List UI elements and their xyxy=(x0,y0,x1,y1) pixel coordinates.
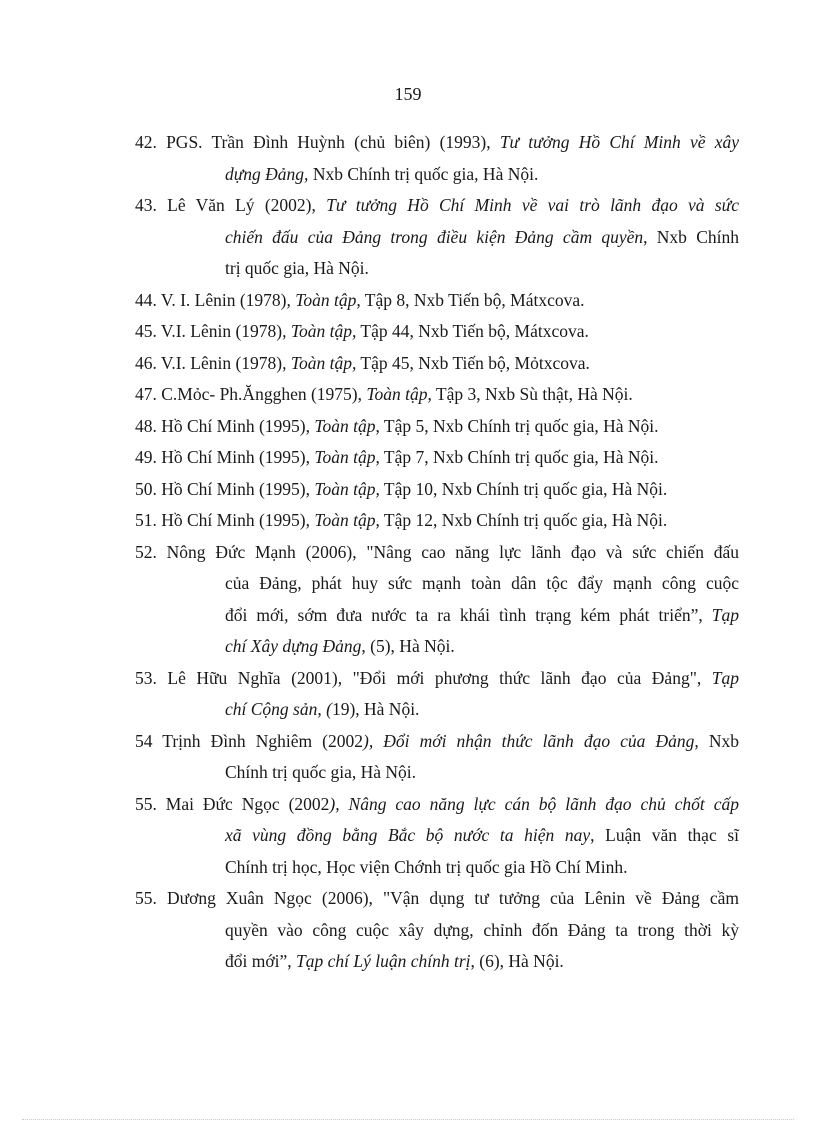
reference-text: 43. Lê Văn Lý (2002), xyxy=(135,195,327,215)
reference-title-text: , Toàn tập, xyxy=(286,289,361,310)
reference-item xyxy=(0,348,816,380)
reference-title-text: Tạp xyxy=(711,604,739,625)
reference-text: 42. PGS. Trần Đình Huỳnh (chủ biên) (1993), xyxy=(135,132,500,152)
reference-first-line xyxy=(0,663,739,695)
reference-first-line xyxy=(0,411,816,443)
reference-item xyxy=(0,726,816,789)
reference-item xyxy=(0,316,816,348)
reference-continuation-line xyxy=(0,253,816,285)
reference-continuation-line xyxy=(0,222,739,254)
reference-first-line xyxy=(0,789,739,821)
page-number: 159 xyxy=(394,84,422,104)
reference-text: , Tập 5, Nxb Chính trị quốc gia, Hà Nội. xyxy=(375,415,659,436)
reference-title-text: Toàn tập, xyxy=(314,478,380,499)
reference-first-line xyxy=(0,316,816,348)
reference-text: Chính trị học, Học viện Chớnh trị quốc gia Hồ Chí Minh. xyxy=(225,856,628,877)
reference-continuation-line xyxy=(0,757,816,789)
reference-first-line xyxy=(0,285,816,317)
reference-text: 55. Mai Đức Ngọc (2002 xyxy=(135,793,330,814)
reference-title-text: xã vùng đồng bằng Bắc bộ nước ta hiện nay xyxy=(225,825,591,845)
reference-text: 19), Hà Nội. xyxy=(331,699,420,719)
reference-continuation-line xyxy=(0,946,816,978)
reference-title-text: , Toàn tập, xyxy=(282,352,357,373)
reference-item xyxy=(0,285,816,317)
reference-title-text: ), Nâng cao năng lực cán bộ lãnh đạo chủ chốt cấp xyxy=(329,793,739,814)
reference-first-line xyxy=(0,883,739,915)
reference-text: 55. Dương Xuân Ngọc (2006), "Vận dụng tư tưởng của Lênin về Đảng cầm xyxy=(135,888,739,908)
reference-item xyxy=(0,379,816,411)
reference-continuation-line xyxy=(0,631,816,663)
reference-text: 49. Hồ Chí Minh (1995), xyxy=(135,447,315,467)
reference-continuation-line xyxy=(0,159,816,191)
reference-item xyxy=(0,663,816,726)
reference-text: đổi mới”, xyxy=(225,951,296,971)
reference-title-text: Toàn tập xyxy=(366,384,428,404)
reference-title-text: Tư tưởng Hồ Chí Minh về vai trò lãnh đạo và sức xyxy=(326,195,739,215)
reference-title-text: Toàn tập xyxy=(314,447,376,467)
reference-text: Tập 10, Nxb Chính trị quốc gia, Hà Nội. xyxy=(379,478,668,499)
reference-text: 53. Lê Hữu Nghĩa (2001), "Đổi mới phương thức lãnh đạo của Đảng", xyxy=(135,667,712,688)
reference-text: , Tập 7, Nxb Chính trị quốc gia, Hà Nội. xyxy=(375,447,659,467)
reference-title-text: Tạp chí Lý luận chính trị xyxy=(295,951,471,971)
reference-first-line xyxy=(0,348,816,380)
reference-item xyxy=(0,190,816,285)
reference-first-line xyxy=(0,505,816,537)
reference-first-line xyxy=(0,442,816,474)
reference-text: 48. Hồ Chí Minh (1995), xyxy=(135,415,315,436)
reference-title-text: Toàn tập xyxy=(314,510,376,530)
reference-title-text: Tạp xyxy=(711,667,739,688)
reference-text: Tập 8, Nxb Tiến bộ, Mátxcova. xyxy=(360,289,585,310)
reference-continuation-line xyxy=(0,852,816,884)
reference-text: của Đảng, phát huy sức mạnh toàn dân tộc đẩy mạnh công cuộc xyxy=(225,573,739,593)
reference-title-text: , Toàn tập, xyxy=(282,321,357,341)
reference-item xyxy=(0,411,816,443)
reference-first-line xyxy=(0,537,739,569)
reference-continuation-line xyxy=(0,568,739,600)
reference-text: , Tập 3, Nxb Sù thật, Hà Nội. xyxy=(427,384,633,404)
reference-item xyxy=(0,537,816,663)
reference-continuation-line xyxy=(0,600,739,632)
reference-text: Nxb Chính trị quốc gia, Hà Nội. xyxy=(308,163,539,184)
reference-text: Tập 45, Nxb Tiến bộ, Mỏtxcova. xyxy=(356,352,590,373)
reference-text: , Tập 12, Nxb Chính trị quốc gia, Hà Nội. xyxy=(375,510,668,530)
reference-text: , (5), Hà Nội. xyxy=(361,636,455,656)
reference-text: trị quốc gia, Hà Nội. xyxy=(225,258,369,278)
reference-text: , (6), Hà Nội. xyxy=(470,951,564,971)
reference-title-text: Toàn tập xyxy=(314,415,376,436)
reference-list xyxy=(0,127,816,978)
reference-title-text: ), Đổi mới nhận thức lãnh đạo của Đảng, xyxy=(363,730,699,751)
reference-title-text: Tư tưởng Hồ Chí Minh về xây xyxy=(499,132,739,152)
reference-item xyxy=(0,505,816,537)
reference-item xyxy=(0,883,816,978)
reference-text: 51. Hồ Chí Minh (1995), xyxy=(135,510,315,530)
reference-item xyxy=(0,127,816,190)
reference-text: , Luận văn thạc sĩ xyxy=(590,825,739,845)
reference-title-text: dựng Đảng, xyxy=(225,163,309,184)
reference-first-line xyxy=(0,127,739,159)
reference-continuation-line xyxy=(0,694,816,726)
reference-continuation-line xyxy=(0,915,739,947)
reference-title-text: chí Xây dựng Đảng xyxy=(225,636,362,656)
reference-text: Nxb xyxy=(698,730,740,751)
reference-text: 50. Hồ Chí Minh (1995), xyxy=(135,478,315,499)
reference-first-line xyxy=(0,726,739,758)
reference-text: 54 Trịnh Đình Nghiêm (2002 xyxy=(135,730,363,751)
reference-item xyxy=(0,442,816,474)
reference-item xyxy=(0,789,816,884)
reference-text: 46. V.I. Lênin (1978) xyxy=(135,352,283,373)
reference-first-line xyxy=(0,379,816,411)
reference-text: đổi mới, sớm đưa nước ta ra khái tình trạng kém phát triển”, xyxy=(225,604,712,625)
reference-text: 45. V.I. Lênin (1978) xyxy=(135,321,283,341)
reference-text: 44. V. I. Lênin (1978) xyxy=(135,289,287,310)
page-bottom-divider xyxy=(22,1119,794,1120)
reference-text: quyền vào công cuộc xây dựng, chỉnh đốn Đảng ta trong thời kỳ xyxy=(225,919,739,940)
reference-title-text: chiến đấu của Đảng trong điều kiện Đảng cầm quyền xyxy=(225,226,644,247)
reference-text: , Nxb Chính xyxy=(643,226,739,247)
reference-title-text: chí Cộng sản, ( xyxy=(225,699,332,719)
reference-text: Tập 44, Nxb Tiến bộ, Mátxcova. xyxy=(356,321,589,341)
reference-first-line xyxy=(0,190,739,222)
reference-text: 47. C.Mỏc- Ph.Ăngghen (1975), xyxy=(135,384,367,404)
reference-text: 52. Nông Đức Mạnh (2006), "Nâng cao năng lực lãnh đạo và sức chiến đấu xyxy=(135,541,739,562)
reference-first-line xyxy=(0,474,816,506)
reference-continuation-line xyxy=(0,820,739,852)
reference-text: Chính trị quốc gia, Hà Nội. xyxy=(225,762,417,782)
reference-item xyxy=(0,474,816,506)
